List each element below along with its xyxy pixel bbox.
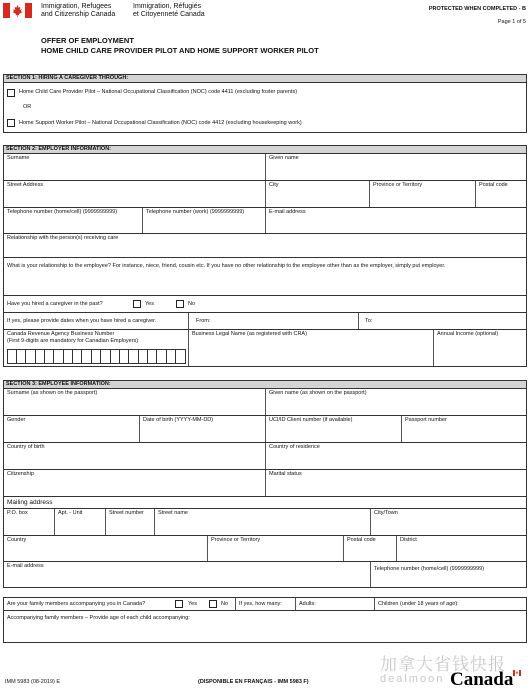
- hired-past-row: [3, 296, 527, 313]
- hired-no-label: No: [188, 301, 196, 307]
- mailing-postal-label: Postal code: [347, 537, 376, 543]
- dept-name-fr-line1: Immigration, Réfugiés: [133, 3, 202, 10]
- adults-cell[interactable]: [295, 598, 374, 610]
- checkbox-support-worker-pilot[interactable]: [7, 119, 15, 127]
- hired-dates-row: [3, 313, 527, 330]
- children-cell[interactable]: [374, 598, 528, 610]
- uci-cell[interactable]: [265, 416, 401, 442]
- hired-yes-checkbox[interactable]: [133, 300, 141, 308]
- employee-id-row: [3, 416, 527, 443]
- employer-given-name-label: Given name: [269, 155, 299, 161]
- cra-digit-box[interactable]: [45, 350, 54, 363]
- annual-income-label: Annual Income (optional): [437, 331, 499, 337]
- section1-body: [3, 83, 527, 133]
- employee-tel-label: Telephone number (home/cell) (9999999999): [374, 566, 485, 572]
- business-legal-name-cell[interactable]: [188, 330, 433, 366]
- cra-digit-box[interactable]: [167, 350, 176, 363]
- cra-digit-boxes[interactable]: [7, 349, 186, 364]
- family-how-many-cell: [235, 598, 295, 610]
- employer-postal-cell[interactable]: [475, 181, 528, 207]
- country-residence-cell[interactable]: [265, 443, 528, 469]
- mailing-district-cell[interactable]: [396, 536, 528, 561]
- family-yes-label: Yes: [188, 601, 197, 607]
- hired-to-label: To:: [365, 318, 373, 324]
- hired-past-question: Have you hired a caregiver in the past?: [7, 301, 103, 307]
- hired-to-cell[interactable]: [358, 313, 528, 329]
- employer-relationship-question-row[interactable]: [3, 258, 527, 296]
- mailing-address-label: Mailing address: [7, 499, 53, 506]
- street-name-label: Street name: [158, 510, 188, 516]
- children-label: Children (under 18 years of age):: [378, 601, 459, 607]
- family-yes-checkbox[interactable]: [175, 600, 183, 608]
- cra-digit-box[interactable]: [92, 350, 101, 363]
- or-label: OR: [23, 104, 32, 110]
- protected-label: PROTECTED WHEN COMPLETED - B: [428, 6, 526, 12]
- cra-digit-box[interactable]: [73, 350, 82, 363]
- form-id: IMM 5983 (08-2019) E: [5, 679, 61, 685]
- employer-email-cell[interactable]: [265, 208, 528, 233]
- cra-digit-box[interactable]: [111, 350, 120, 363]
- street-number-cell[interactable]: [105, 509, 154, 535]
- hired-from-label: From:: [196, 318, 211, 324]
- employee-contact-row: [3, 562, 527, 588]
- cra-digit-box[interactable]: [176, 350, 185, 363]
- dept-name-en-line1: Immigration, Refugees: [41, 3, 112, 10]
- employer-email-label: E-mail address: [269, 209, 306, 215]
- employer-postal-label: Postal code: [479, 182, 508, 188]
- french-availability: (DISPONIBLE EN FRANÇAIS - IMM 5983 F): [198, 679, 309, 685]
- employee-country-row: [3, 443, 527, 470]
- apt-cell[interactable]: [54, 509, 105, 535]
- street-number-label: Street number: [109, 510, 144, 516]
- city-town-label: City/Town: [374, 510, 398, 516]
- mailing-country-label: Country: [7, 537, 27, 543]
- wordmark-flag-icon: [513, 670, 521, 676]
- canada-wordmark-text: Canada: [450, 669, 514, 690]
- employee-given-name-cell[interactable]: [265, 389, 528, 415]
- employee-surname-label: Surname (as shown on the passport): [7, 390, 98, 396]
- hired-yes-label: Yes: [145, 301, 154, 307]
- mailing-district-label: District: [400, 537, 417, 543]
- annual-income-cell[interactable]: [433, 330, 528, 366]
- gender-label: Gender: [7, 417, 26, 423]
- family-no-label: No: [221, 601, 229, 607]
- employer-tel-work-label: Telephone number (work) (9999999999): [146, 209, 245, 215]
- adults-label: Adults:: [299, 601, 316, 607]
- po-box-label: P.O. box: [7, 510, 28, 516]
- business-row: [3, 330, 527, 367]
- cra-digit-box[interactable]: [64, 350, 73, 363]
- family-no-checkbox[interactable]: [209, 600, 217, 608]
- mailing-province-label: Province or Territory: [211, 537, 261, 543]
- cra-digit-box[interactable]: [139, 350, 148, 363]
- mailing-province-cell[interactable]: [207, 536, 343, 561]
- cra-digit-box[interactable]: [55, 350, 64, 363]
- employer-tel-home-label: Telephone number (home/cell) (9999999999): [7, 209, 118, 215]
- employee-name-row: [3, 389, 527, 416]
- employer-given-name-cell[interactable]: [265, 154, 528, 180]
- mailing-street-row: [3, 509, 527, 536]
- marital-label: Marital status: [269, 471, 302, 477]
- watermark-text: 加拿大省钱快报: [380, 655, 506, 674]
- mailing-heading-row: [3, 497, 527, 509]
- marital-cell[interactable]: [265, 470, 528, 496]
- business-legal-name-label: Business Legal Name (as registered with CRA): [192, 331, 307, 337]
- employer-relationship-row[interactable]: [3, 234, 527, 258]
- cra-digit-box[interactable]: [27, 350, 36, 363]
- dob-cell[interactable]: [139, 416, 265, 442]
- family-row: [3, 597, 527, 611]
- form-title: OFFER OF EMPLOYMENT: [41, 36, 134, 45]
- employer-tel-work-cell[interactable]: [142, 208, 265, 233]
- dept-name-fr-line2: et Citoyenneté Canada: [133, 11, 205, 18]
- dept-name-en: [41, 3, 115, 19]
- uci-label: UCI/ID Client number (if available): [269, 417, 353, 423]
- cra-digit-box[interactable]: [120, 350, 129, 363]
- cra-digit-box[interactable]: [8, 350, 17, 363]
- employer-address-row: [3, 181, 527, 208]
- section1-heading: SECTION 1: HIRING A CAREGIVER THROUGH:: [3, 74, 527, 83]
- cra-digit-box[interactable]: [148, 350, 157, 363]
- dob-label: Date of birth (YYYY-MM-DD): [143, 417, 214, 423]
- employer-province-label: Province or Territory: [373, 182, 423, 188]
- family-question: Are your family members accompanying you in Canada?: [7, 601, 146, 607]
- city-town-cell[interactable]: [370, 509, 528, 535]
- cra-line1: Canada Revenue Agency Business Number: [7, 331, 115, 337]
- cra-line2: (First 9-digits are mandatory for Canadian Employers): [7, 337, 139, 344]
- employer-name-row: [3, 154, 527, 181]
- section3-heading: SECTION 3: EMPLOYEE INFORMATION:: [3, 380, 527, 389]
- canada-wordmark: [450, 669, 513, 691]
- mailing-postal-cell[interactable]: [343, 536, 396, 561]
- cra-digit-box[interactable]: [158, 350, 167, 363]
- employer-surname-label: Surname: [7, 155, 30, 161]
- family-ages-label: Accompanying family members – Provide age of each child accompanying:: [7, 615, 190, 621]
- section2-heading: SECTION 2: EMPLOYER INFORMATION:: [3, 145, 527, 154]
- cra-digit-box[interactable]: [36, 350, 45, 363]
- country-birth-label: Country of birth: [7, 444, 45, 450]
- employer-street-label: Street Address: [7, 182, 44, 188]
- family-ages-row[interactable]: [3, 611, 527, 643]
- dept-name-fr: [133, 3, 205, 19]
- employee-given-name-label: Given name (as shown on the passport): [269, 390, 367, 396]
- relationship-question: What is your relationship to the employee? For instance, niece, friend, cousin etc. If you have no other relationship to the employee other than as the employer, simply put employer.: [7, 263, 446, 269]
- passport-label: Passport number: [405, 417, 447, 423]
- passport-cell[interactable]: [401, 416, 528, 442]
- employer-contact-row: [3, 208, 527, 234]
- citizenship-label: Citizenship: [7, 471, 34, 477]
- mailing-country-row: [3, 536, 527, 562]
- checkbox-child-care-pilot[interactable]: [7, 89, 15, 97]
- employee-email-label: E-mail address: [7, 563, 44, 569]
- option-support-worker-pilot: Home Support Worker Pilot – National Occupational Classification (NOC) code 4412 (excluding housekeeping work): [19, 120, 302, 126]
- country-residence-label: Country of residence: [269, 444, 320, 450]
- employee-tel-cell[interactable]: [370, 562, 528, 587]
- page-number: Page 1 of 5: [497, 19, 526, 25]
- watermark-sub: dealmoon: [380, 673, 445, 685]
- option-child-care-pilot: Home Child Care Provider Pilot – National Occupational Classification (NOC) code 4411 (excluding foster parents): [19, 89, 298, 95]
- dept-name-en-line2: and Citizenship Canada: [41, 11, 116, 18]
- employer-province-cell[interactable]: [369, 181, 475, 207]
- cra-digit-box[interactable]: [102, 350, 111, 363]
- cra-digit-box[interactable]: [17, 350, 26, 363]
- form-subtitle: HOME CHILD CARE PROVIDER PILOT AND HOME SUPPORT WORKER PILOT: [41, 46, 319, 55]
- employee-citizenship-row: [3, 470, 527, 497]
- cra-digit-box[interactable]: [130, 350, 139, 363]
- canada-flag-icon: [3, 3, 32, 18]
- family-how-many-label: If yes, how many:: [239, 601, 282, 607]
- street-name-cell[interactable]: [154, 509, 370, 535]
- hired-from-cell[interactable]: [188, 313, 358, 329]
- employer-city-label: City: [269, 182, 279, 188]
- hired-no-checkbox[interactable]: [176, 300, 184, 308]
- cra-number-label: [7, 331, 138, 344]
- employer-city-cell[interactable]: [265, 181, 369, 207]
- cra-digit-box[interactable]: [83, 350, 92, 363]
- hired-dates-label: If yes, please provide dates when you have hired a caregiver.: [7, 318, 157, 324]
- employer-relationship-label: Relationship with the person(s) receiving care: [7, 235, 119, 241]
- apt-label: Apt. - Unit: [58, 510, 83, 516]
